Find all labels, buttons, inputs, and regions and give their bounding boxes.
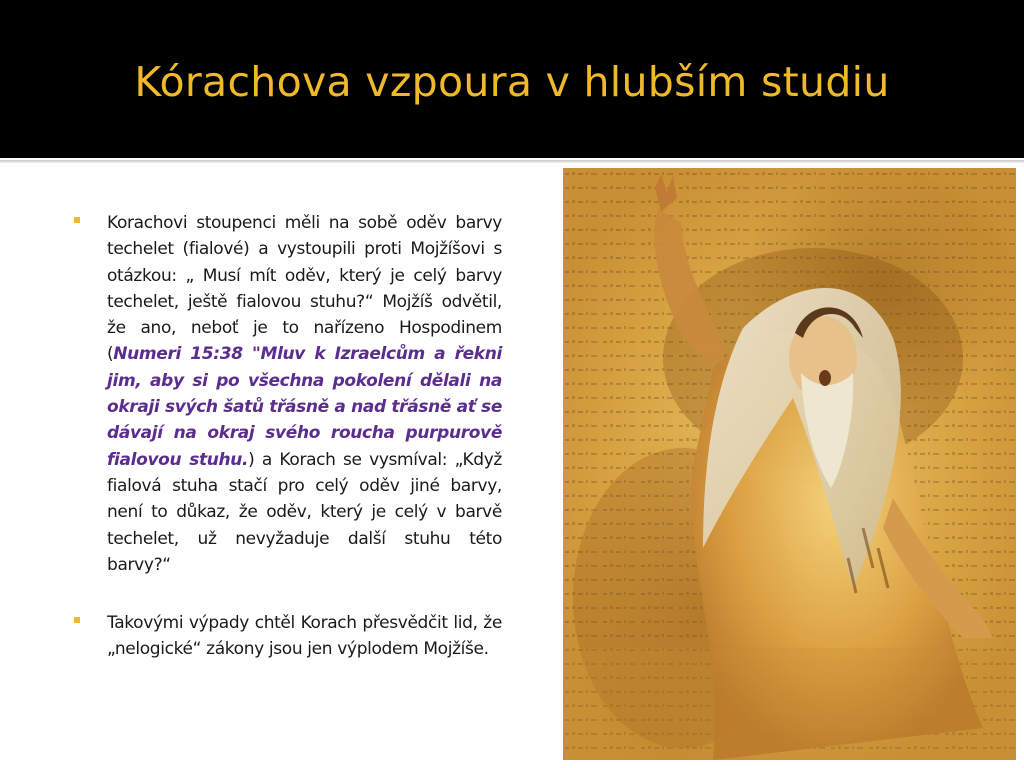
bullet-square-icon (74, 217, 80, 223)
bullet-text-1 (107, 210, 502, 578)
illustration-old-man (563, 168, 1016, 760)
title-divider (0, 160, 1024, 163)
scripture-quote: Numeri 15:38 "Mluv k Izraelcům a řekni jim, aby si po všechna pokolení dělali na okraji svých šatů třásně a nad třásně ať se dávají na okraj svého roucha purpurově fialovou stuhu. (107, 344, 503, 470)
bullet-item-2 (74, 610, 502, 663)
bullet-text-after: ) a Korach se vysmíval: „Když fialová stuha stačí pro celý oděv jiné barvy, není to důkaz, že oděv, který je celý v barvě techelet, už nevyžaduje další stuhu této barvy?“ (107, 449, 502, 575)
bullet-item-1 (74, 210, 502, 578)
watercolor-old-man-with-raised-hand-icon (563, 168, 1016, 760)
bullet-list (74, 210, 502, 695)
bullet-text-before: Korachovi stoupenci měli na sobě oděv barvy techelet (fialové) a vystoupili proti Mojžíšovi s otázkou: „ Musí mít oděv, který je celý barvy techelet, ještě fialovou stuhu?“ Mojžíš odvětil, že ano, neboť je to nařízeno Hospodinem ( (107, 213, 502, 365)
bullet-text-2: Takovými výpady chtěl Korach přesvědčit lid, že „nelogické“ zákony jsou jen výplodem Mojžíše. (107, 613, 502, 660)
slide-title: Kórachova vzpoura v hlubším studiu (134, 58, 890, 106)
bullet-square-icon (74, 617, 80, 623)
